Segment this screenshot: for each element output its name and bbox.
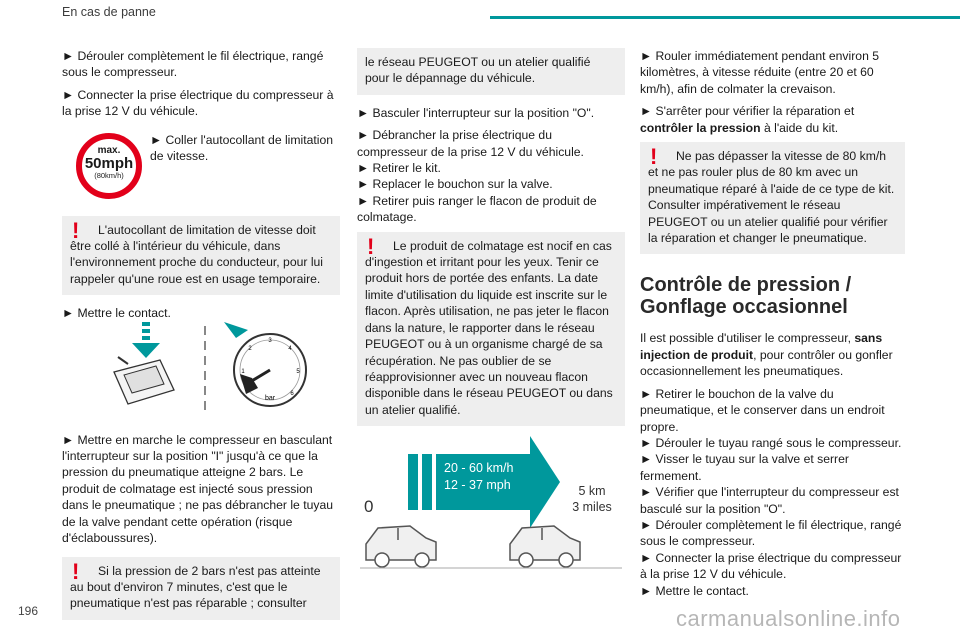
gauge-unit: bar bbox=[264, 395, 276, 402]
section-heading: Contrôle de pression / Gonflage occasionnel bbox=[640, 274, 852, 319]
warning-icon: ! bbox=[72, 558, 80, 584]
distance-start: 0 bbox=[364, 497, 374, 516]
warning-box-sealant bbox=[357, 232, 625, 426]
step-ignition: ► Mettre le contact. bbox=[62, 306, 171, 321]
step-switch-off: ► Basculer l'interrupteur sur la position "O". bbox=[357, 105, 595, 120]
gauge-tick: 2 bbox=[248, 346, 252, 352]
intro-text-end: , pour contrôler ou gonfler occasionnellement les pneumatiques. bbox=[640, 347, 893, 379]
step-connect-plug: ► Connecter la prise électrique du compresseur à la prise 12 V du véhicule. bbox=[62, 87, 334, 119]
sticker-line-2: 50mph bbox=[84, 155, 134, 172]
step-remove-kit: ► Retirer le kit. bbox=[357, 161, 441, 176]
car-icon bbox=[510, 526, 580, 567]
warning-box-speed bbox=[640, 142, 905, 254]
intro-text: Il est possible d'utiliser le compresseur, bbox=[640, 331, 855, 346]
driving-speed-figure bbox=[360, 432, 622, 570]
step-stick-label: ► Coller l'autocollant de limitation de vitesse. bbox=[150, 132, 334, 164]
warning-text: Ne pas dépasser la vitesse de 80 km/h et ne pas rouler plus de 80 km avec un pneumatique réparé à l'aide de ce type de kit. Consulter impérativement le réseau PEUGEOT ou un atelier qualifié pour vérifier la réparation et changer le pneumatique. bbox=[648, 149, 895, 246]
compressor-gauge-figure bbox=[100, 320, 325, 415]
intro-paragraph bbox=[640, 330, 905, 379]
warning-text: le réseau PEUGEOT ou un atelier qualifié pour le dépannage du véhicule. bbox=[365, 55, 591, 86]
step-drive: ► Rouler immédiatement pendant environ 5 kilomètres, à vitesse réduite (entre 20 et 60 km/h), afin de colmater la crevaison. bbox=[640, 49, 880, 96]
gauge-tick: 3 bbox=[268, 338, 272, 344]
column-2 bbox=[357, 48, 625, 436]
warning-box-pressure bbox=[62, 557, 340, 620]
step-stop-text-end: à l'aide du kit. bbox=[760, 120, 839, 135]
gauge-tick: 4 bbox=[288, 346, 292, 352]
header-rule bbox=[490, 16, 960, 19]
sticker-line-1: max. bbox=[97, 145, 121, 156]
speed-range-kmh: 20 - 60 km/h bbox=[444, 461, 514, 475]
gauge-tick: 6 bbox=[290, 391, 294, 397]
step-ignition: ► Mettre le contact. bbox=[640, 583, 749, 598]
step-remove-cap: ► Retirer le bouchon de la valve du pneumatique, et le conserver dans un endroit propre. bbox=[640, 386, 885, 434]
section-title: En cas de panne bbox=[62, 5, 156, 19]
page-header bbox=[62, 0, 960, 34]
step-screw-hose: ► Visser le tuyau sur la valve et serrer fermement. bbox=[640, 452, 849, 483]
column-3 bbox=[640, 48, 905, 599]
step-stop-text: ► S'arrêter pour vérifier la réparation et bbox=[640, 104, 855, 119]
step-unroll-hose: ► Dérouler le tuyau rangé sous le compresseur. bbox=[640, 435, 902, 450]
distance-km: 5 km bbox=[578, 484, 606, 498]
bold-phrase: sans injection de produit bbox=[640, 331, 883, 362]
step-start-compressor: ► Mettre en marche le compresseur en basculant l'interrupteur sur la position "I" jusqu'à ce que la pression du pneumatique atteigne 2 bars. Le produit de colmatage est injecté sous pression dans le pneumatique ; ne pas débrancher le tuyau de la valve pendant cette opération (risque d'éclaboussures). bbox=[62, 432, 334, 546]
gauge-tick: 5 bbox=[296, 369, 300, 375]
arrow-down-icon bbox=[132, 322, 160, 358]
step-connect-plug: ► Connecter la prise électrique du compresseur à la prise 12 V du véhicule. bbox=[640, 550, 902, 582]
step-check-switch: ► Vérifier que l'interrupteur du compresseur est basculé sur la position "O". bbox=[640, 485, 899, 516]
warning-text: Si la pression de 2 bars n'est pas atteinte au bout d'environ 7 minutes, c'est que le pneumatique n'est pas réparable ; consulter bbox=[70, 563, 321, 611]
step-store-bottle: ► Retirer puis ranger le flacon de produit de colmatage. bbox=[357, 193, 597, 225]
warning-box-sticker bbox=[62, 216, 340, 296]
bold-phrase: contrôler la pression bbox=[640, 120, 761, 135]
gauge-tick: 1 bbox=[241, 369, 245, 375]
speed-range-mph: 12 - 37 mph bbox=[444, 478, 511, 492]
speed-limit-sticker bbox=[76, 133, 142, 199]
car-icon bbox=[366, 526, 436, 567]
warning-icon: ! bbox=[72, 217, 80, 243]
warning-icon: ! bbox=[367, 233, 375, 259]
warning-text: Le produit de colmatage est nocif en cas d'ingestion et irritant pour les yeux. Tenir ce produit hors de portée des enfants. La date limite d'utilisation du liquide est inscrite sur le flacon. Après utilisation, ne pas jeter le flacon dans la nature, le rapporter dans le réseau PEUGEOT ou à un organisme chargé de sa récupération. Ne pas oublier de se réapprovisionner avec un nouveau flacon disponible dans le réseau PEUGEOT ou dans un atelier qualifié. bbox=[365, 238, 613, 417]
watermark: carmanualsonline.info bbox=[676, 606, 901, 631]
step-stop-check bbox=[640, 103, 905, 136]
step-replace-cap: ► Replacer le bouchon sur la valve. bbox=[357, 177, 553, 192]
distance-miles: 3 miles bbox=[572, 500, 612, 514]
sticker-line-3: (80km/h) bbox=[94, 171, 124, 180]
pressure-gauge-icon bbox=[224, 322, 306, 406]
step-unroll-wire: ► Dérouler complètement le fil électrique, rangé sous le compresseur. bbox=[640, 517, 902, 549]
warning-icon: ! bbox=[650, 144, 658, 170]
step-unplug: ► Débrancher la prise électrique du compresseur de la prise 12 V du véhicule. bbox=[357, 128, 584, 159]
warning-box-continued bbox=[357, 48, 625, 95]
page-number: 196 bbox=[18, 604, 39, 618]
step-unroll-wire: ► Dérouler complètement le fil électrique, rangé sous le compresseur. bbox=[62, 49, 324, 80]
warning-text: L'autocollant de limitation de vitesse doit être collé à l'intérieur du véhicule, dans l'environnement proche du conducteur, pour lui rappeler qu'une roue est en usage temporaire. bbox=[70, 222, 324, 286]
compressor-switch-icon bbox=[114, 357, 174, 404]
